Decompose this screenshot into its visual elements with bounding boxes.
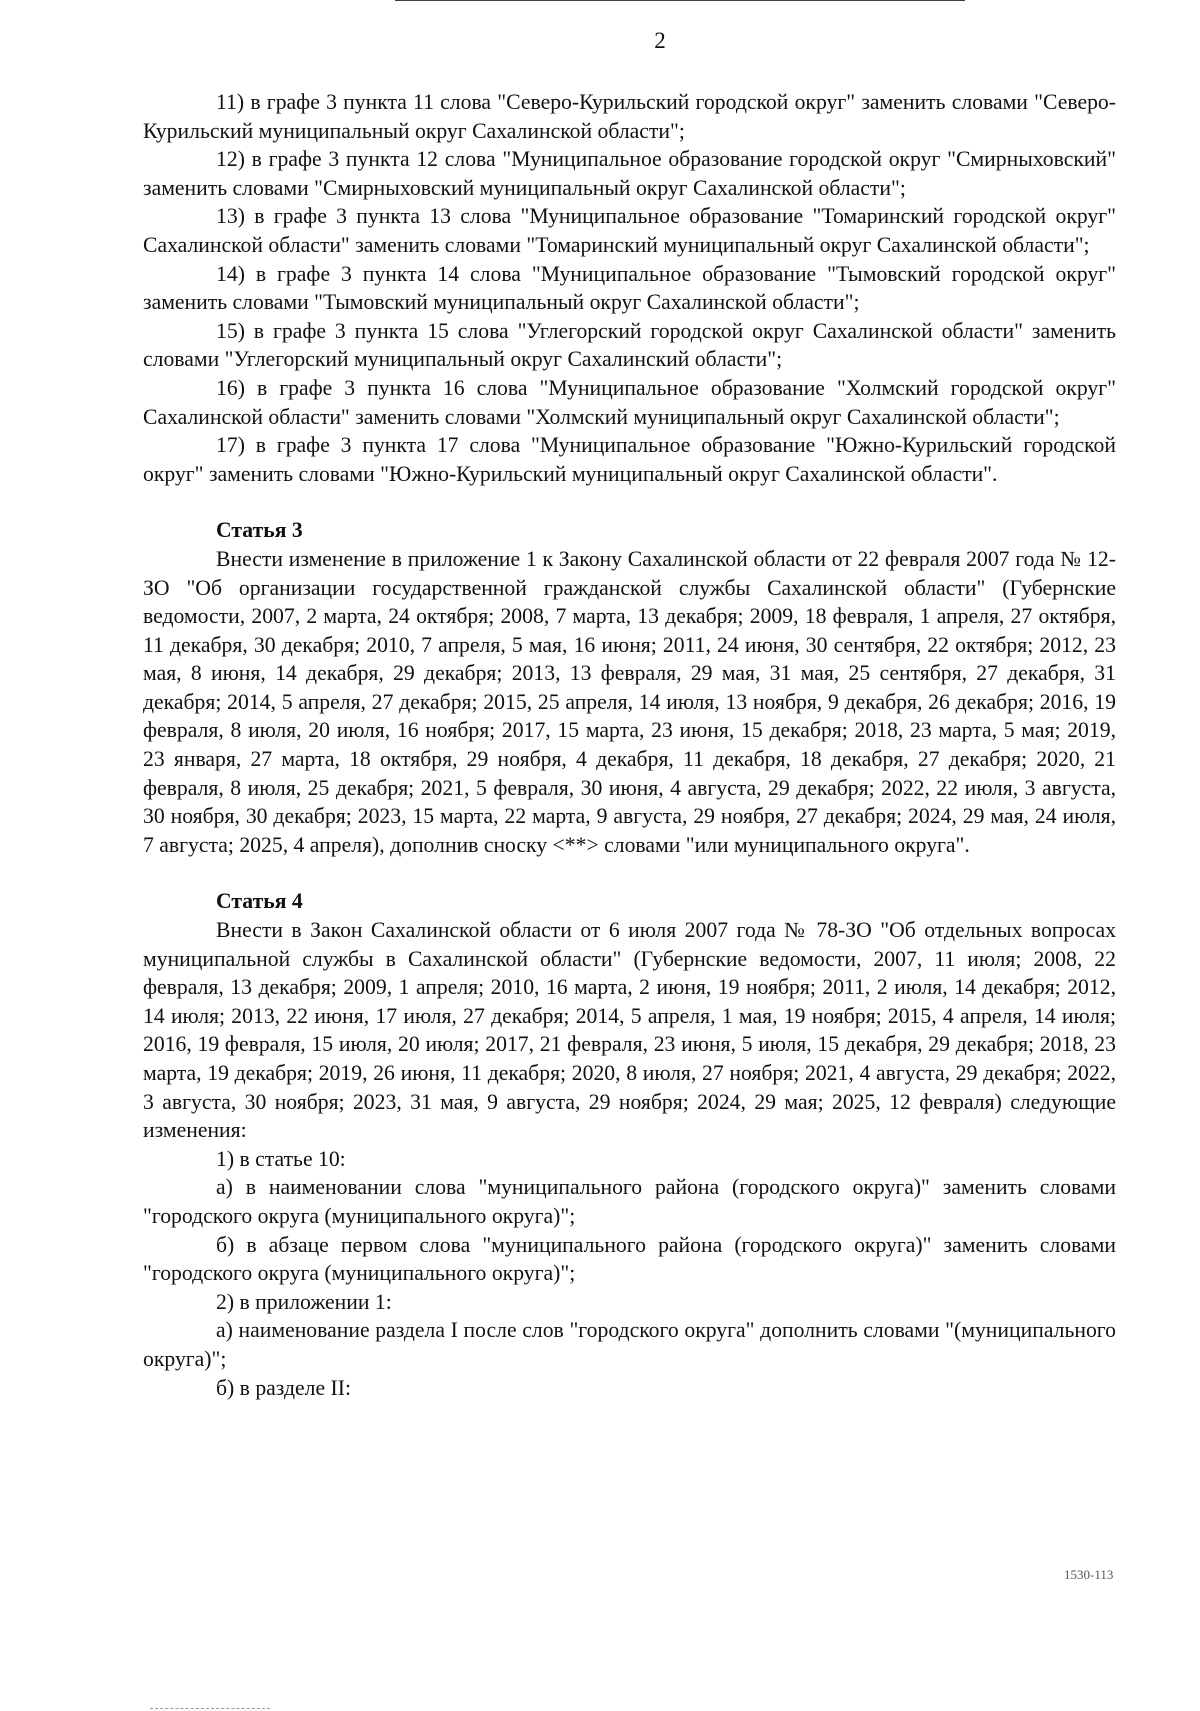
paragraph-item-17: 17) в графе 3 пункта 17 слова "Муниципальное образование "Южно-Курильский городской округ" заменить словами "Южно-Курильский муниципальный округ Сахалинской области".	[143, 433, 1116, 486]
top-scan-line	[395, 0, 965, 1]
article-4-title: Статья 4	[216, 889, 303, 914]
document-code: 1530-113	[1064, 1567, 1114, 1582]
paragraph-item-15: 15) в графе 3 пункта 15 слова "Углегорский городской округ Сахалинской области" заменить словами "Углегорский муниципальный округ Сахалинский области";	[143, 318, 1116, 372]
article-3-text: Внести изменение в приложение 1 к Закону Сахалинской области от 22 февраля 2007 года № 12-ЗО "Об организации государственной гражданской службы Сахалинской области" (Губернские ведомости, 2007, 2 марта, 24 октября; 2008, 7 марта, 13 декабря; 2009, 18 февраля, 1 апреля, 27 октября, 11 декабря, 30 декабря; 2010, 7 апреля, 5 мая, 16 июня; 2011, 24 июня, 30 сентября, 22 октября; 2012, 23 мая, 8 июня, 14 декабря, 29 декабря; 2013, 13 февраля, 29 мая, 31 мая, 25 сентября, 27 декабря, 31 декабря; 2014, 5 апреля, 27 декабря; 2015, 25 апреля, 14 июля, 13 ноября, 9 декабря, 26 декабря; 2016, 19 февраля, 8 июля, 20 июля, 16 ноября; 2017, 15 марта, 23 июня, 15 декабря; 2018, 23 марта, 5 мая; 2019, 23 января, 27 марта, 18 октября, 29 ноября, 4 декабря, 11 декабря, 18 декабря, 27 декабря; 2020, 21 февраля, 8 июля, 25 декабря; 2021, 5 февраля, 30 июня, 4 августа, 29 декабря; 2022, 22 июля, 3 августа, 30 ноября, 30 декабря; 2023, 15 марта, 22 марта, 9 августа, 29 ноября, 27 декабря; 2024, 29 мая, 24 июля, 7 августа; 2025, 4 апреля), дополнив сноску <**> словами "или муниципального округа".	[143, 546, 1116, 857]
article-4-item: б) в разделе II:	[216, 1375, 351, 1400]
article-4-item: б) в абзаце первом слова "муниципального района (городского округа)" заменить словами "городского округа (муниципального округа)";	[143, 1232, 1116, 1286]
bottom-scan-mark	[150, 1708, 270, 1709]
paragraph-item-14: 14) в графе 3 пункта 14 слова "Муниципальное образование "Тымовский городской округ" заменить словами "Тымовский муниципальный округ Сахалинской области";	[143, 261, 1116, 315]
article-4-item: а) наименование раздела I после слов "городского округа" дополнить словами "(муниципального округа)";	[143, 1318, 1116, 1371]
article-4-item: 2) в приложении 1:	[216, 1289, 392, 1314]
paragraph-item-16: 16) в графе 3 пункта 16 слова "Муниципальное образование "Холмский городской округ" Сахалинской области" заменить словами "Холмский муниципальный округ Сахалинской области";	[143, 375, 1116, 429]
article-3-title: Статья 3	[216, 518, 303, 543]
article-4-item: а) в наименовании слова "муниципального района (городского округа)" заменить словами "городского округа (муниципального округа)";	[143, 1175, 1116, 1228]
article-4-item: 1) в статье 10:	[216, 1146, 346, 1171]
page-number: 2	[654, 28, 666, 53]
paragraph-item-11: 11) в графе 3 пункта 11 слова "Северо-Курильский городской округ" заменить словами "Северо-Курильский муниципальный округ Сахалинской области";	[143, 90, 1116, 143]
document-body	[143, 88, 1116, 1402]
article-4-text: Внести в Закон Сахалинской области от 6 июля 2007 года № 78-ЗО "Об отдельных вопросах муниципальной службы в Сахалинской области" (Губернские ведомости, 2007, 11 июля; 2008, 22 февраля, 13 декабря; 2009, 1 апреля; 2010, 16 марта, 2 июня, 19 ноября; 2011, 2 июля, 14 декабря; 2012, 14 июля; 2013, 22 июня, 17 июля, 27 декабря; 2014, 5 апреля, 1 мая, 19 ноября; 2015, 4 апреля, 14 июля; 2016, 19 февраля, 15 июля, 20 июля; 2017, 21 февраля, 23 июня, 5 июля, 15 декабря, 29 декабря; 2018, 23 марта, 19 декабря; 2019, 26 июня, 11 декабря; 2020, 8 июля, 27 ноября; 2021, 4 августа, 29 декабря; 2022, 3 августа, 30 ноября; 2023, 31 мая, 9 августа, 29 ноября; 2024, 29 мая; 2025, 12 февраля) следующие изменения:	[143, 918, 1116, 1143]
paragraph-item-12: 12) в графе 3 пункта 12 слова "Муниципальное образование городской округ "Смирныховский" заменить словами "Смирныховский муниципальный округ Сахалинской области";	[143, 147, 1116, 200]
paragraph-item-13: 13) в графе 3 пункта 13 слова "Муниципальное образование "Томаринский городской округ" Сахалинской области" заменить словами "Томаринский муниципальный округ Сахалинской области";	[143, 204, 1116, 257]
